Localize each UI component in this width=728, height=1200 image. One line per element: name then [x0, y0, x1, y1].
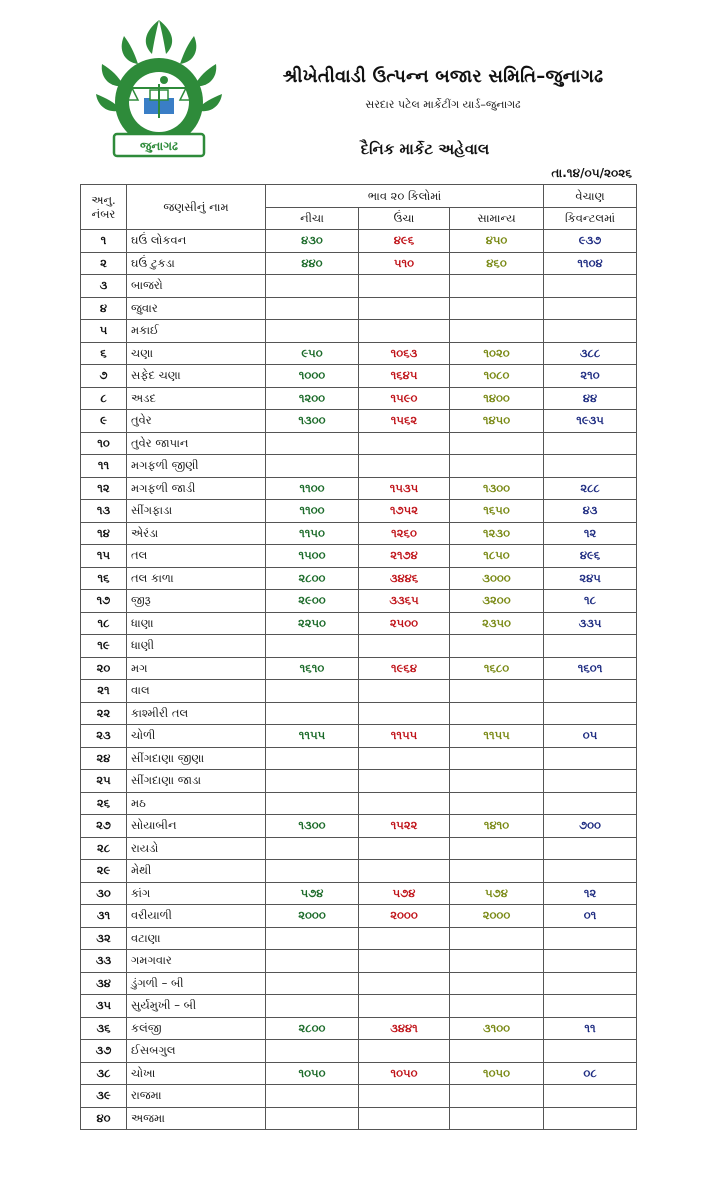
low-price-cell — [266, 1085, 359, 1108]
serial-cell: ૧ — [81, 230, 127, 253]
table-row — [81, 387, 637, 410]
table-row — [81, 770, 637, 793]
commodity-name-cell: મઠ — [127, 792, 266, 815]
avg-price-cell — [450, 320, 544, 343]
low-price-cell: ૧૨૦૦ — [266, 387, 359, 410]
table-row — [81, 657, 637, 680]
serial-cell: ૩૨ — [81, 927, 127, 950]
quantity-cell — [544, 972, 637, 995]
serial-cell: ૨૫ — [81, 770, 127, 793]
low-price-cell — [266, 860, 359, 883]
commodity-name-cell: તુવેર જાપાન — [127, 432, 266, 455]
high-header: ઉંચા — [359, 207, 450, 230]
low-price-cell: ૨૮૦૦ — [266, 567, 359, 590]
quantity-cell: ૧૬૦૧ — [544, 657, 637, 680]
avg-price-cell — [450, 1085, 544, 1108]
commodity-name-cell: સીંગફાડા — [127, 500, 266, 523]
quantity-cell — [544, 927, 637, 950]
low-price-cell — [266, 455, 359, 478]
quantity-cell — [544, 455, 637, 478]
low-price-cell: ૧૫૦૦ — [266, 545, 359, 568]
low-price-cell — [266, 680, 359, 703]
table-body — [81, 230, 637, 1130]
low-header: નીચા — [266, 207, 359, 230]
low-price-cell — [266, 995, 359, 1018]
table-row — [81, 635, 637, 658]
serial-cell: ૩૪ — [81, 972, 127, 995]
avg-price-cell — [450, 275, 544, 298]
serial-cell: ૩૩ — [81, 950, 127, 973]
table-row — [81, 1017, 637, 1040]
table-row — [81, 455, 637, 478]
table-row — [81, 860, 637, 883]
avg-price-cell: ૩૦૦૦ — [450, 567, 544, 590]
quantity-cell — [544, 792, 637, 815]
table-row — [81, 792, 637, 815]
serial-cell: ૩૮ — [81, 1062, 127, 1085]
avg-price-cell: ૫૭૪ — [450, 882, 544, 905]
low-price-cell — [266, 770, 359, 793]
quantity-cell: ૨૪૫ — [544, 567, 637, 590]
quantity-cell — [544, 680, 637, 703]
low-price-cell — [266, 972, 359, 995]
low-price-cell — [266, 320, 359, 343]
high-price-cell — [359, 297, 450, 320]
serial-cell: ૪ — [81, 297, 127, 320]
report-title: દૈનિક માર્કેટ અહેવાલ — [360, 140, 490, 158]
avg-price-cell: ૧૦૫૦ — [450, 1062, 544, 1085]
serial-cell: ૧૬ — [81, 567, 127, 590]
quantity-cell: ૪૪ — [544, 387, 637, 410]
high-price-cell: ૩૪૪૧ — [359, 1017, 450, 1040]
commodity-name-cell: સુર્યમુખી – બી — [127, 995, 266, 1018]
serial-cell: ૧૦ — [81, 432, 127, 455]
quantity-cell: ૨૧૦ — [544, 365, 637, 388]
quantity-cell: ૭૦૦ — [544, 815, 637, 838]
serial-header-line1: અનુ. — [91, 193, 116, 207]
quantity-cell: ૪૯૬ — [544, 545, 637, 568]
avg-price-cell — [450, 1040, 544, 1063]
serial-cell: ૧૮ — [81, 612, 127, 635]
avg-price-cell — [450, 432, 544, 455]
high-price-cell — [359, 320, 450, 343]
avg-price-cell — [450, 635, 544, 658]
page-subtitle: સરદાર પટેલ માર્કેટીંગ યાર્ડ–જુનાગઢ — [365, 98, 521, 111]
high-price-cell — [359, 860, 450, 883]
serial-cell: ૩ — [81, 275, 127, 298]
low-price-cell: ૪૩૦ — [266, 230, 359, 253]
low-price-cell — [266, 635, 359, 658]
high-price-cell — [359, 455, 450, 478]
table-row — [81, 680, 637, 703]
serial-cell: ૧૧ — [81, 455, 127, 478]
avg-price-cell: ૧૦૮૦ — [450, 365, 544, 388]
high-price-cell — [359, 950, 450, 973]
commodity-name-cell: મગફળી જીણી — [127, 455, 266, 478]
table-row — [81, 342, 637, 365]
table-row — [81, 320, 637, 343]
avg-price-cell: ૩૧૦૦ — [450, 1017, 544, 1040]
quantity-cell — [544, 747, 637, 770]
low-price-cell: ૧૦૫૦ — [266, 1062, 359, 1085]
low-price-cell — [266, 792, 359, 815]
avg-price-cell: ૪૫૦ — [450, 230, 544, 253]
high-price-cell — [359, 927, 450, 950]
commodity-name-cell: કાંગ — [127, 882, 266, 905]
quantity-cell — [544, 770, 637, 793]
commodity-name-cell: ડુંગળી – બી — [127, 972, 266, 995]
high-price-cell: ૧૭૫૨ — [359, 500, 450, 523]
high-price-cell: ૩૩૬૫ — [359, 590, 450, 613]
avg-price-cell: ૧૪૧૦ — [450, 815, 544, 838]
high-price-cell — [359, 995, 450, 1018]
serial-cell: ૩૫ — [81, 995, 127, 1018]
high-price-cell — [359, 275, 450, 298]
logo-banner-text: જુનાગઢ — [140, 139, 178, 153]
avg-price-cell — [450, 680, 544, 703]
serial-cell: ૧૪ — [81, 522, 127, 545]
commodity-name-cell: કલંજી — [127, 1017, 266, 1040]
quantity-cell — [544, 297, 637, 320]
quantity-cell — [544, 1040, 637, 1063]
table-row — [81, 252, 637, 275]
high-price-cell — [359, 747, 450, 770]
table-row — [81, 230, 637, 253]
low-price-cell: ૧૦૦૦ — [266, 365, 359, 388]
avg-price-cell: ૧૪૦૦ — [450, 387, 544, 410]
high-price-cell: ૧૫૨૨ — [359, 815, 450, 838]
low-price-cell: ૯૫૦ — [266, 342, 359, 365]
quantity-cell: ૧૨ — [544, 882, 637, 905]
commodity-name-cell: મેથી — [127, 860, 266, 883]
high-price-cell — [359, 432, 450, 455]
low-price-cell — [266, 747, 359, 770]
avg-price-cell — [450, 927, 544, 950]
market-table — [80, 184, 637, 1130]
quantity-cell — [544, 950, 637, 973]
quantity-cell — [544, 275, 637, 298]
commodity-name-cell: રાજમા — [127, 1085, 266, 1108]
avg-price-cell: ૧૨૩૦ — [450, 522, 544, 545]
quantity-cell — [544, 1107, 637, 1130]
low-price-cell — [266, 927, 359, 950]
high-price-cell: ૧૯૬૪ — [359, 657, 450, 680]
table-row — [81, 1107, 637, 1130]
serial-cell: ૨૦ — [81, 657, 127, 680]
quantity-cell — [544, 432, 637, 455]
table-row — [81, 747, 637, 770]
quantity-cell — [544, 635, 637, 658]
serial-cell: ૨૩ — [81, 725, 127, 748]
quantity-cell: ૧૮ — [544, 590, 637, 613]
serial-header — [81, 185, 127, 230]
avg-price-cell: ૨૩૫૦ — [450, 612, 544, 635]
avg-price-cell: ૧૪૫૦ — [450, 410, 544, 433]
avg-price-cell: ૩૨૦૦ — [450, 590, 544, 613]
low-price-cell: ૨૯૦૦ — [266, 590, 359, 613]
table-row — [81, 365, 637, 388]
serial-cell: ૧૩ — [81, 500, 127, 523]
low-price-cell: ૧૩૦૦ — [266, 815, 359, 838]
avg-price-cell — [450, 297, 544, 320]
avg-price-cell — [450, 770, 544, 793]
avg-price-cell: ૧૦૨૦ — [450, 342, 544, 365]
commodity-name-cell: ઈસબગુલ — [127, 1040, 266, 1063]
low-price-cell — [266, 837, 359, 860]
avg-price-cell — [450, 972, 544, 995]
commodity-header: જણસીનું નામ — [127, 185, 266, 230]
low-price-cell — [266, 1040, 359, 1063]
serial-cell: ૩૦ — [81, 882, 127, 905]
table-row — [81, 590, 637, 613]
high-price-cell — [359, 635, 450, 658]
avg-price-cell: ૨૦૦૦ — [450, 905, 544, 928]
avg-price-cell: ૧૬૫૦ — [450, 500, 544, 523]
commodity-name-cell: મગફળી જાડી — [127, 477, 266, 500]
serial-cell: ૭ — [81, 365, 127, 388]
high-price-cell: ૫૧૦ — [359, 252, 450, 275]
serial-cell: ૨૬ — [81, 792, 127, 815]
avg-price-cell: ૪૬૦ — [450, 252, 544, 275]
commodity-name-cell: સફેદ ચણા — [127, 365, 266, 388]
commodity-name-cell: વાલ — [127, 680, 266, 703]
page-title: શ્રીખેતીવાડી ઉત્પન્ન બજાર સમિતિ–જુનાગઢ — [282, 66, 604, 87]
commodity-name-cell: ઘઉં ટુકડા — [127, 252, 266, 275]
table-row — [81, 905, 637, 928]
high-price-cell — [359, 1040, 450, 1063]
serial-cell: ૧૫ — [81, 545, 127, 568]
high-price-cell — [359, 702, 450, 725]
table-row — [81, 432, 637, 455]
low-price-cell: ૧૧૫૦ — [266, 522, 359, 545]
avg-price-cell — [450, 455, 544, 478]
apmc-logo — [84, 14, 234, 164]
commodity-name-cell: ચોળી — [127, 725, 266, 748]
quantity-cell: ૩૩૫ — [544, 612, 637, 635]
table-row — [81, 1085, 637, 1108]
avg-price-cell: ૧૮૫૦ — [450, 545, 544, 568]
serial-cell: ૨૨ — [81, 702, 127, 725]
sales-header-line1: વેચાણ — [544, 185, 637, 208]
low-price-cell — [266, 275, 359, 298]
avg-price-cell — [450, 702, 544, 725]
table-row — [81, 1062, 637, 1085]
high-price-cell: ૪૯૬ — [359, 230, 450, 253]
high-price-cell — [359, 837, 450, 860]
table-row — [81, 567, 637, 590]
table-row — [81, 837, 637, 860]
quantity-cell — [544, 837, 637, 860]
serial-cell: ૮ — [81, 387, 127, 410]
serial-cell: ૨૪ — [81, 747, 127, 770]
high-price-cell — [359, 1085, 450, 1108]
high-price-cell: ૧૦૫૦ — [359, 1062, 450, 1085]
table-row — [81, 927, 637, 950]
high-price-cell: ૧૧૫૫ — [359, 725, 450, 748]
commodity-name-cell: ચોખા — [127, 1062, 266, 1085]
commodity-name-cell: અડદ — [127, 387, 266, 410]
high-price-cell: ૧૨૬૦ — [359, 522, 450, 545]
high-price-cell: ૨૫૦૦ — [359, 612, 450, 635]
commodity-name-cell: વરીયાળી — [127, 905, 266, 928]
low-price-cell: ૨૦૦૦ — [266, 905, 359, 928]
table-row — [81, 275, 637, 298]
quantity-cell: ૧૧ — [544, 1017, 637, 1040]
high-price-cell — [359, 792, 450, 815]
low-price-cell — [266, 950, 359, 973]
high-price-cell: ૧૦૬૩ — [359, 342, 450, 365]
serial-cell: ૧૭ — [81, 590, 127, 613]
quantity-cell — [544, 1085, 637, 1108]
high-price-cell: ૧૫૯૦ — [359, 387, 450, 410]
serial-cell: ૨૯ — [81, 860, 127, 883]
serial-cell: ૬ — [81, 342, 127, 365]
avg-price-cell: ૧૧૫૫ — [450, 725, 544, 748]
quantity-cell — [544, 860, 637, 883]
high-price-cell — [359, 972, 450, 995]
table-row — [81, 477, 637, 500]
commodity-name-cell: કાશ્મીરી તલ — [127, 702, 266, 725]
avg-price-cell — [450, 950, 544, 973]
quantity-cell: ૧૧૦૪ — [544, 252, 637, 275]
price-group-header: ભાવ ૨૦ કિલોમાં — [266, 185, 544, 208]
serial-cell: ૨ — [81, 252, 127, 275]
quantity-cell: ૯૩૭ — [544, 230, 637, 253]
serial-cell: ૪૦ — [81, 1107, 127, 1130]
commodity-name-cell: તલ કાળા — [127, 567, 266, 590]
avg-price-cell — [450, 792, 544, 815]
quantity-cell — [544, 320, 637, 343]
low-price-cell — [266, 1107, 359, 1130]
avg-header: સામાન્ય — [450, 207, 544, 230]
commodity-name-cell: જીરૂ — [127, 590, 266, 613]
table-row — [81, 950, 637, 973]
quantity-cell: ૧૯૩૫ — [544, 410, 637, 433]
commodity-name-cell: રાયડો — [127, 837, 266, 860]
avg-price-cell — [450, 837, 544, 860]
avg-price-cell — [450, 995, 544, 1018]
commodity-name-cell: બાજરો — [127, 275, 266, 298]
table-row — [81, 410, 637, 433]
quantity-cell — [544, 702, 637, 725]
table-row — [81, 612, 637, 635]
sales-header-line2: કિવન્ટલમાં — [544, 207, 637, 230]
avg-price-cell — [450, 1107, 544, 1130]
low-price-cell — [266, 432, 359, 455]
table-row — [81, 725, 637, 748]
avg-price-cell — [450, 860, 544, 883]
serial-cell: ૧૯ — [81, 635, 127, 658]
low-price-cell: ૧૧૦૦ — [266, 500, 359, 523]
serial-cell: ૯ — [81, 410, 127, 433]
commodity-name-cell: ગમગવાર — [127, 950, 266, 973]
commodity-name-cell: ધાણા — [127, 612, 266, 635]
commodity-name-cell: મગ — [127, 657, 266, 680]
low-price-cell — [266, 702, 359, 725]
high-price-cell: ૧૬૪૫ — [359, 365, 450, 388]
serial-cell: ૨૭ — [81, 815, 127, 838]
table-row — [81, 702, 637, 725]
commodity-name-cell: સોયાબીન — [127, 815, 266, 838]
table-row — [81, 815, 637, 838]
table-row — [81, 545, 637, 568]
high-price-cell: ૩૪૪૬ — [359, 567, 450, 590]
commodity-name-cell: જુવાર — [127, 297, 266, 320]
serial-cell: ૩૧ — [81, 905, 127, 928]
low-price-cell: ૫૭૪ — [266, 882, 359, 905]
serial-cell: ૫ — [81, 320, 127, 343]
quantity-cell: ૨૮૮ — [544, 477, 637, 500]
low-price-cell: ૧૧૫૫ — [266, 725, 359, 748]
low-price-cell: ૨૮૦૦ — [266, 1017, 359, 1040]
low-price-cell — [266, 297, 359, 320]
avg-price-cell — [450, 747, 544, 770]
low-price-cell: ૪૪૦ — [266, 252, 359, 275]
commodity-name-cell: એરંડા — [127, 522, 266, 545]
high-price-cell: ૧૫૩૫ — [359, 477, 450, 500]
commodity-name-cell: તલ — [127, 545, 266, 568]
high-price-cell: ૧૫૬૨ — [359, 410, 450, 433]
commodity-name-cell: ચણા — [127, 342, 266, 365]
high-price-cell: ૫૭૪ — [359, 882, 450, 905]
serial-cell: ૩૭ — [81, 1040, 127, 1063]
serial-cell: ૧૨ — [81, 477, 127, 500]
serial-cell: ૩૯ — [81, 1085, 127, 1108]
serial-cell: ૩૬ — [81, 1017, 127, 1040]
commodity-name-cell: સીંગદાણા જીણા — [127, 747, 266, 770]
commodity-name-cell: સીંગદાણા જાડા — [127, 770, 266, 793]
table-row — [81, 500, 637, 523]
table-row — [81, 297, 637, 320]
quantity-cell: ૦૮ — [544, 1062, 637, 1085]
commodity-name-cell: વટાણા — [127, 927, 266, 950]
avg-price-cell: ૧૩૦૦ — [450, 477, 544, 500]
serial-header-line2: નંબર — [91, 207, 116, 221]
low-price-cell: ૧૧૦૦ — [266, 477, 359, 500]
high-price-cell — [359, 680, 450, 703]
quantity-cell: ૦૫ — [544, 725, 637, 748]
commodity-name-cell: અજમા — [127, 1107, 266, 1130]
quantity-cell: ૩૮૮ — [544, 342, 637, 365]
low-price-cell: ૧૬૧૦ — [266, 657, 359, 680]
serial-cell: ૨૮ — [81, 837, 127, 860]
low-price-cell: ૨૨૫૦ — [266, 612, 359, 635]
serial-cell: ૨૧ — [81, 680, 127, 703]
commodity-name-cell: ધાણી — [127, 635, 266, 658]
high-price-cell: ૨૦૦૦ — [359, 905, 450, 928]
quantity-cell: ૪૩ — [544, 500, 637, 523]
quantity-cell — [544, 995, 637, 1018]
avg-price-cell: ૧૬૮૦ — [450, 657, 544, 680]
high-price-cell — [359, 1107, 450, 1130]
quantity-cell: ૧૨ — [544, 522, 637, 545]
table-row — [81, 522, 637, 545]
table-row — [81, 1040, 637, 1063]
commodity-name-cell: ઘઉં લોકવન — [127, 230, 266, 253]
high-price-cell — [359, 770, 450, 793]
commodity-name-cell: તુવેર — [127, 410, 266, 433]
commodity-name-cell: મકાઈ — [127, 320, 266, 343]
table-row — [81, 995, 637, 1018]
low-price-cell: ૧૩૦૦ — [266, 410, 359, 433]
high-price-cell: ૨૧૭૪ — [359, 545, 450, 568]
table-row — [81, 972, 637, 995]
quantity-cell: ૦૧ — [544, 905, 637, 928]
table-row — [81, 882, 637, 905]
report-date: તા.૧૪/૦૫/૨૦૨૬ — [551, 166, 632, 180]
